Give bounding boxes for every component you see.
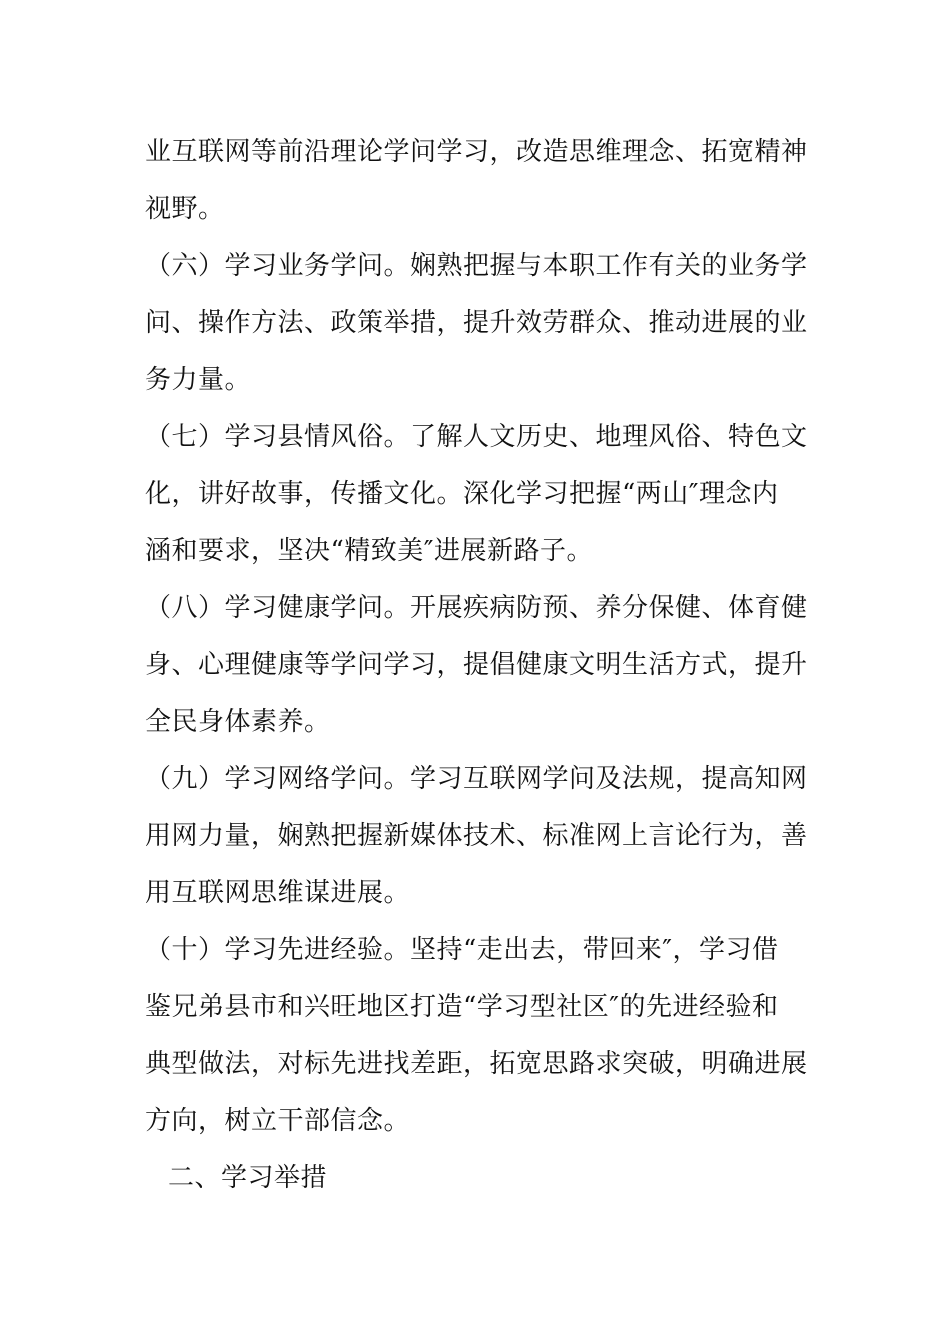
text-line-2: 视野。 (145, 194, 225, 224)
text-line-3: （六）学习业务学问。娴熟把握与本职工作有关的业务学 (145, 251, 808, 281)
text-line-14: 用互联网思维谋进展。 (145, 878, 411, 908)
text-line-15: （十）学习先进经验。坚持“走出去，带回来″，学习借 (145, 935, 779, 965)
text-line-17: 典型做法，对标先进找差距，拓宽思路求突破，明确进展 (145, 1049, 808, 1079)
section-heading: 二、学习举措 (168, 1163, 328, 1193)
text-line-11: 全民身体素养。 (145, 707, 331, 737)
text-line-5: 务力量。 (145, 365, 252, 395)
text-line-8: 涵和要求，坚决“精致美″进展新路子。 (145, 536, 594, 566)
text-line-16: 鉴兄弟县市和兴旺地区打造“学习型社区″的先进经验和 (145, 992, 779, 1022)
text-line-6: （七）学习县情风俗。了解人文历史、地理风俗、特色文 (145, 422, 808, 452)
text-line-1: 业互联网等前沿理论学问学习，改造思维理念、拓宽精神 (145, 137, 808, 167)
text-line-9: （八）学习健康学问。开展疾病防预、养分保健、体育健 (145, 593, 808, 623)
text-line-18: 方向，树立干部信念。 (145, 1106, 411, 1136)
text-line-10: 身、心理健康等学问学习，提倡健康文明生活方式，提升 (145, 650, 808, 680)
text-line-13: 用网力量，娴熟把握新媒体技术、标准网上言论行为，善 (145, 821, 808, 851)
text-line-4: 问、操作方法、政策举措，提升效劳群众、推动进展的业 (145, 308, 808, 338)
text-line-12: （九）学习网络学问。学习互联网学问及法规，提高知网 (145, 764, 808, 794)
text-line-7: 化，讲好故事，传播文化。深化学习把握“两山″理念内 (145, 479, 779, 509)
